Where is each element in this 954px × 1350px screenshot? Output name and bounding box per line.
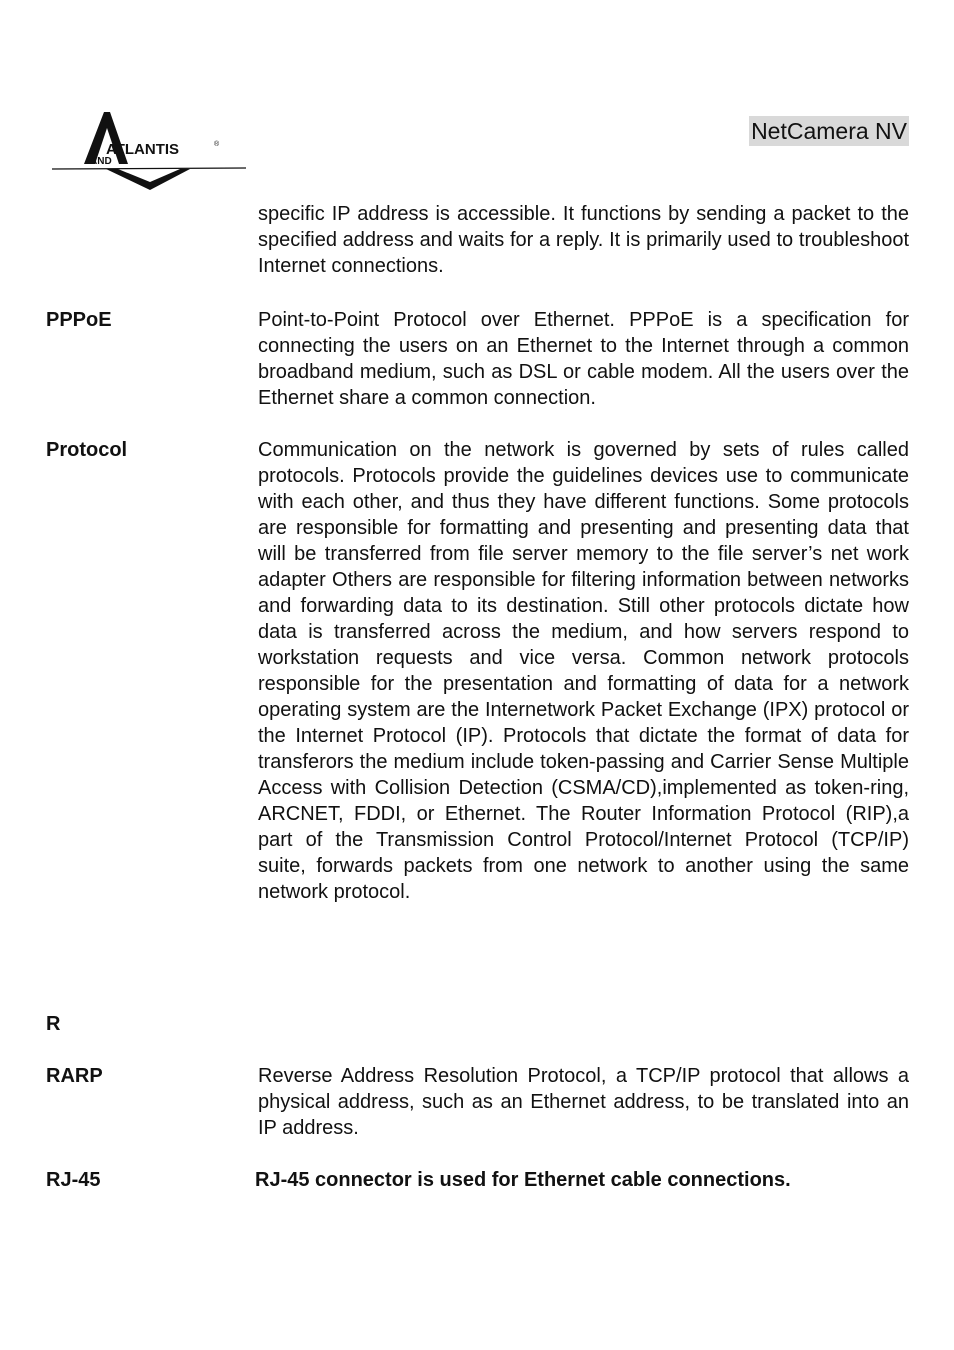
definition-protocol: Communication on the network is governed by sets of rules called protocols. Protocols provide the guidelines devices use to communicate with each other, and thus they have different functions. Some protocols are responsible for formatting and presenting and presenting data that will be transferred from file server memory to the file server’s net work adapter Others are responsible for filtering information between networks and forwarding data to its destination. Still other protocols dictate how data is transferred across the medium, and how servers respond to workstation requests and vice versa. Common network protocols responsible for the presentation and formatting of data for a network operating system are the Internetwork Packet Exchange (IPX) protocol or the Internet Protocol (IP). Protocols that dictate the format of data for transferors the medium include token-passing and Carrier Sense Multiple Access with Collision Detection (CSMA/CD),implemented as token-ring, ARCNET, FDDI, or Ethernet. The Router Information Protocol (RIP),a part of the Transmission Control Protocol/Internet Protocol (TCP/IP) suite, forwards packets from one network to another using the same network protocol. bbox=[258, 439, 909, 903]
definition-rj45: RJ-45 connector is used for Ethernet cable connections. bbox=[255, 1169, 791, 1191]
svg-text:AND: AND bbox=[90, 156, 112, 167]
definition-pppoe: Point-to-Point Protocol over Ethernet. PPPoE is a specification for connecting the users on an Ethernet to the Internet through a common broadband medium, such as DSL or cable modem. All the users over the Ethernet share a common connection. bbox=[258, 309, 909, 409]
svg-text:ATLANTIS: ATLANTIS bbox=[106, 141, 180, 158]
term-rj45: RJ-45 bbox=[46, 1169, 101, 1191]
term-rarp: RARP bbox=[46, 1065, 103, 1087]
product-title: NetCamera NV bbox=[751, 118, 907, 144]
definition-rarp: Reverse Address Resolution Protocol, a TCP/IP protocol that allows a physical address, such as an Ethernet address, to be translated into an IP address. bbox=[258, 1065, 909, 1139]
term-pppoe: PPPoE bbox=[46, 309, 112, 331]
section-letter-r: R bbox=[46, 1013, 61, 1035]
term-protocol: Protocol bbox=[46, 439, 128, 461]
svg-text:®: ® bbox=[214, 141, 220, 148]
atlantis-logo bbox=[50, 108, 250, 198]
definition-ping-continued: specific IP address is accessible. It functions by sending a packet to the specified address and waits for a reply. It is primarily used to troubleshoot Internet connections. bbox=[258, 203, 909, 277]
